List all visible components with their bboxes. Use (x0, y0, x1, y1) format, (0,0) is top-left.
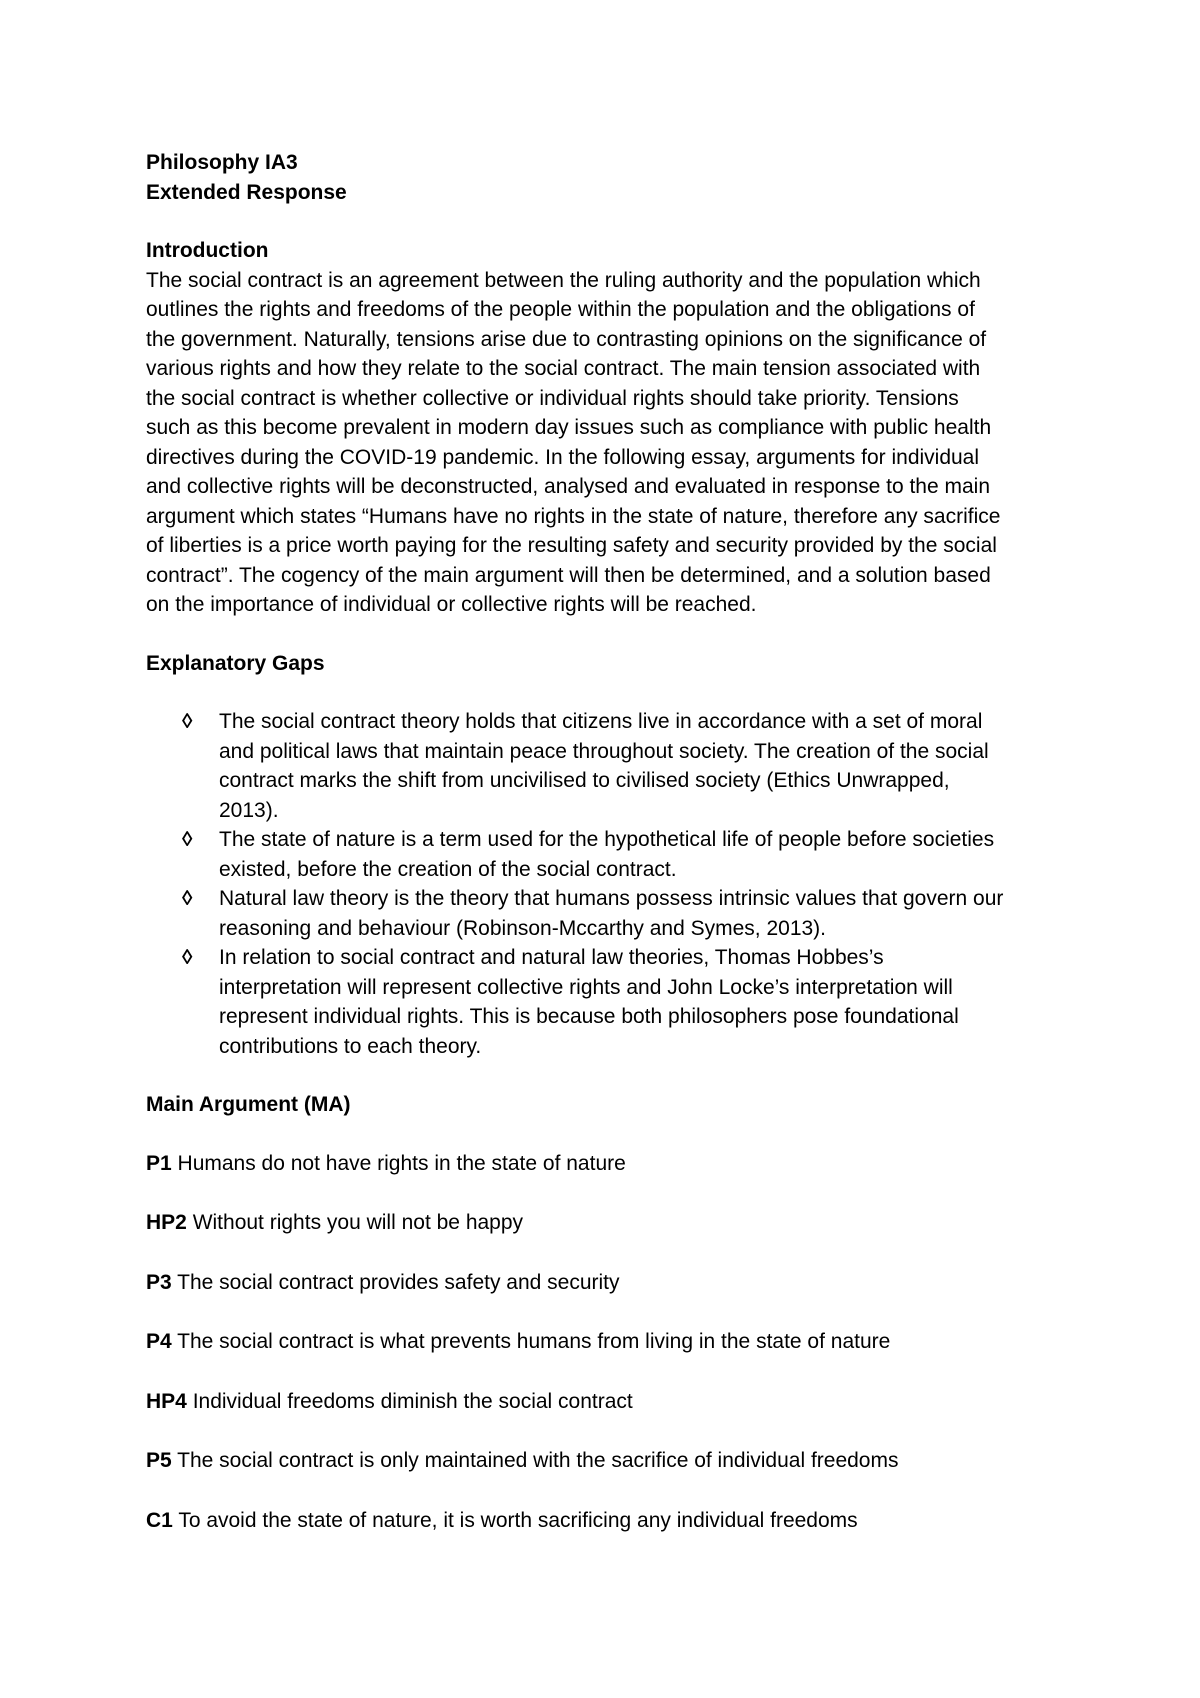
intro-line: the government. Naturally, tensions arise due to contrasting opinions on the significance of (146, 327, 987, 351)
spacer (146, 207, 1066, 236)
bullet-line: and political laws that maintain peace throughout society. The creation of the social (219, 739, 989, 763)
intro-line: such as this become prevalent in modern day issues such as compliance with public health (146, 416, 992, 439)
premise-label: C1 (146, 1508, 173, 1532)
premise-item (146, 1208, 1066, 1238)
spacer (146, 620, 1066, 649)
premise-label: P1 (146, 1151, 172, 1175)
premise-list (146, 1149, 1066, 1536)
premise-text: The social contract is what prevents humans from living in the state of nature (171, 1330, 891, 1353)
bullet-line: The state of nature is a term used for the hypothetical life of people before societies (219, 828, 995, 851)
premise-text: Individual freedoms diminish the social contract (186, 1389, 633, 1413)
intro-line: on the importance of individual or collective rights will be reached. (146, 593, 757, 616)
bullet-line: represent individual rights. This is because both philosophers pose foundational (219, 1005, 959, 1028)
spacer (146, 1061, 1066, 1090)
premise-item (146, 1506, 1066, 1536)
intro-line: and collective rights will be deconstructed, analysed and evaluated in response to the main (146, 475, 991, 498)
intro-line: directives during the COVID-19 pandemic. In the following essay, arguments for individual (146, 445, 980, 469)
main-argument-heading: Main Argument (MA) (146, 1093, 351, 1116)
spacer (146, 1120, 1066, 1149)
document-title: Philosophy IA3 (146, 151, 298, 174)
bullet-line: Natural law theory is the theory that humans possess intrinsic values that govern our (219, 887, 1004, 910)
introduction-heading: Introduction (146, 239, 269, 262)
bullet-line: The social contract theory holds that citizens live in accordance with a set of moral (219, 710, 983, 733)
list-item (146, 707, 1066, 825)
spacer (146, 678, 1066, 707)
bullet-line: reasoning and behaviour (Robinson-Mccarthy and Symes, 2013). (219, 916, 827, 940)
bullet-line: In relation to social contract and natural law theories, Thomas Hobbes’s (219, 946, 884, 969)
premise-item (146, 1268, 1066, 1298)
premise-label: P4 (146, 1330, 172, 1353)
intro-line: outlines the rights and freedoms of the people within the population and the obligations of (146, 298, 975, 321)
bullet-line: existed, before the creation of the social contract. (219, 857, 677, 881)
premise-label: HP2 (146, 1211, 187, 1234)
intro-line: of liberties is a price worth paying for the resulting safety and security provided by the social (146, 534, 997, 557)
intro-line: the social contract is whether collective or individual rights should take priority. Tensions (146, 386, 959, 410)
document-subtitle: Extended Response (146, 180, 347, 204)
bullet-line: interpretation will represent collective rights and John Locke’s interpretation will (219, 975, 953, 999)
list-item (146, 943, 1066, 1061)
bullet-line: contract marks the shift from uncivilised to civilised society (Ethics Unwrapped, (219, 769, 950, 792)
premise-item (146, 1446, 1066, 1476)
diamond-bullet-icon: ◊ (182, 828, 193, 851)
introduction-paragraph (146, 266, 1066, 620)
premise-text: Without rights you will not be happy (186, 1211, 524, 1234)
intro-line: The social contract is an agreement between the ruling authority and the population which (146, 268, 981, 292)
intro-line: various rights and how they relate to the social contract. The main tension associated with (146, 357, 981, 380)
diamond-bullet-icon: ◊ (182, 946, 193, 969)
premise-text: The social contract provides safety and security (171, 1270, 620, 1294)
bullet-line: 2013). (219, 798, 279, 822)
list-item (146, 884, 1066, 943)
bullet-line: contributions to each theory. (219, 1034, 482, 1058)
list-item (146, 825, 1066, 884)
premise-text: Humans do not have rights in the state of nature (171, 1151, 626, 1175)
explanatory-gaps-list (146, 707, 1066, 1061)
premise-text: The social contract is only maintained with the sacrifice of individual freedoms (171, 1449, 899, 1472)
premise-label: P3 (146, 1270, 172, 1294)
document-body (146, 148, 1066, 1565)
premise-text: To avoid the state of nature, it is worth sacrificing any individual freedoms (172, 1508, 858, 1532)
explanatory-gaps-heading: Explanatory Gaps (146, 651, 325, 675)
intro-line: argument which states “Humans have no rights in the state of nature, therefore any sacrifice (146, 504, 1001, 528)
intro-line: contract”. The cogency of the main argument will then be determined, and a solution based (146, 563, 991, 587)
premise-label: HP4 (146, 1389, 187, 1413)
diamond-bullet-icon: ◊ (182, 887, 193, 910)
premise-item (146, 1387, 1066, 1417)
premise-label: P5 (146, 1449, 172, 1472)
premise-item (146, 1149, 1066, 1179)
diamond-bullet-icon: ◊ (182, 710, 193, 733)
premise-item (146, 1327, 1066, 1357)
